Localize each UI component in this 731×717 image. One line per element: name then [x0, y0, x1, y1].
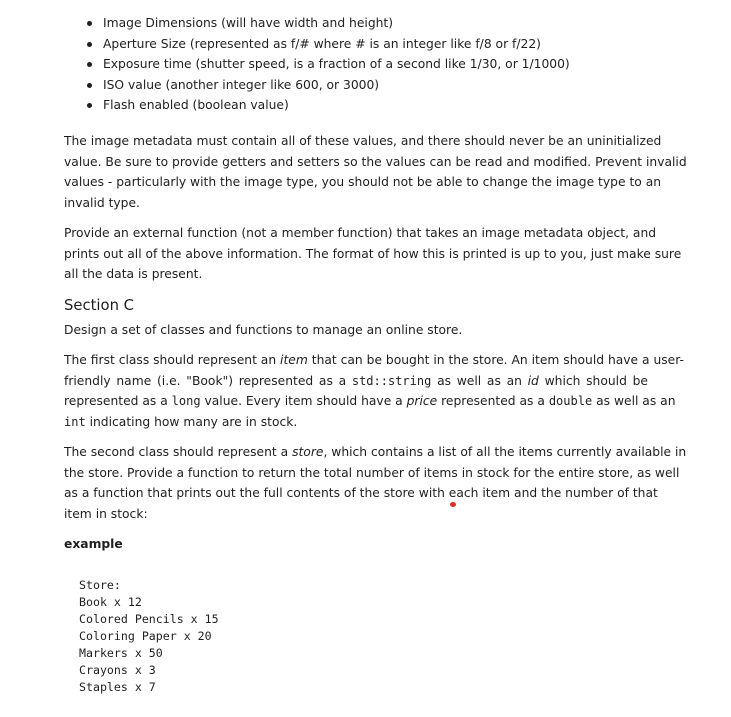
paragraph-line: the store. Provide a function to return the total number of items in stock for the entire store, as well: [64, 465, 680, 480]
annotation-dot: [450, 502, 456, 507]
print-function-paragraph: [64, 223, 682, 285]
term-id: id: [527, 373, 539, 388]
bullet-icon: [87, 83, 92, 88]
code-line: Markers x 50: [79, 646, 163, 660]
list-item-text: Flash enabled (boolean value): [103, 98, 289, 113]
list-item: [84, 34, 570, 55]
store-output-example: [79, 577, 219, 696]
paragraph-line: int indicating how many are in stock.: [64, 414, 298, 429]
bullet-icon: [87, 103, 92, 108]
term-price: price: [406, 394, 438, 408]
code-line: Crayons x 3: [79, 663, 156, 677]
paragraph-line: value. Be sure to provide getters and setters so the values can be read and modified. Prevent invalid: [64, 154, 687, 169]
code-line: Store:: [79, 578, 121, 592]
code-line: Book x 12: [79, 595, 142, 609]
paragraph-line: invalid type.: [64, 195, 140, 210]
list-item-text: Image Dimensions (will have width and height): [103, 16, 394, 30]
paragraph-line: The image metadata must contain all of these values, and there should never be an uninitialized: [64, 134, 662, 148]
paragraph-line: all the data is present.: [64, 267, 203, 281]
store-class-paragraph: [64, 442, 687, 524]
example-label: example: [64, 537, 123, 551]
bullet-icon: [87, 21, 92, 26]
code-double: double: [548, 394, 593, 408]
paragraph-line: values - particularly with the image type, you should not be able to change the image type to an: [64, 175, 662, 189]
metadata-requirements-paragraph: [64, 131, 687, 213]
term-store: store: [292, 445, 324, 459]
list-item: [84, 13, 570, 34]
paragraph-line: The second class should represent a store, which contains a list of all the items currently available in: [64, 445, 687, 459]
code-line: Staples x 7: [79, 680, 156, 694]
list-item-text: Exposure time (shutter speed, is a fraction of a second like 1/30, or 1/1000): [103, 57, 570, 72]
paragraph-line: as a function that prints out the full contents of the store with each item and the number of that: [64, 486, 658, 500]
code-line: Colored Pencils x 15: [79, 612, 219, 626]
paragraph-line: Design a set of classes and functions to manage an online store.: [64, 323, 463, 337]
list-item-text: Aperture Size (represented as f/# where # is an integer like f/8 or f/22): [103, 36, 541, 51]
code-line: Coloring Paper x 20: [79, 629, 212, 643]
bullet-icon: [87, 62, 92, 67]
paragraph-line: represented as a long value. Every item should have a price represented as a double as well as an: [64, 394, 676, 408]
paragraph-line: Provide an external function (not a member function) that takes an image metadata object, and: [64, 226, 657, 240]
section-c-heading: Section C: [64, 297, 135, 314]
item-class-paragraph: [64, 350, 684, 432]
code-int: int: [64, 414, 86, 429]
term-item: item: [280, 353, 308, 367]
paragraph-line: friendly name (i.e. "Book") represented as a std::string as well as an id which should be: [64, 373, 648, 388]
section-c-intro: [64, 320, 648, 341]
bullet-icon: [87, 42, 92, 47]
code-std-string: std::string: [351, 373, 432, 388]
paragraph-line: prints out all of the above information. The format of how this is printed is up to you, just make sure: [64, 246, 682, 261]
list-item-text: ISO value (another integer like 600, or 3000): [103, 77, 380, 92]
list-item: [84, 75, 570, 96]
code-long: long: [171, 394, 201, 408]
paragraph-line: The first class should represent an item that can be bought in the store. An item should have a user-: [64, 353, 684, 367]
metadata-field-list: [84, 13, 570, 116]
list-item: [84, 95, 570, 116]
list-item: [84, 54, 570, 75]
paragraph-line: item in stock:: [64, 506, 148, 521]
